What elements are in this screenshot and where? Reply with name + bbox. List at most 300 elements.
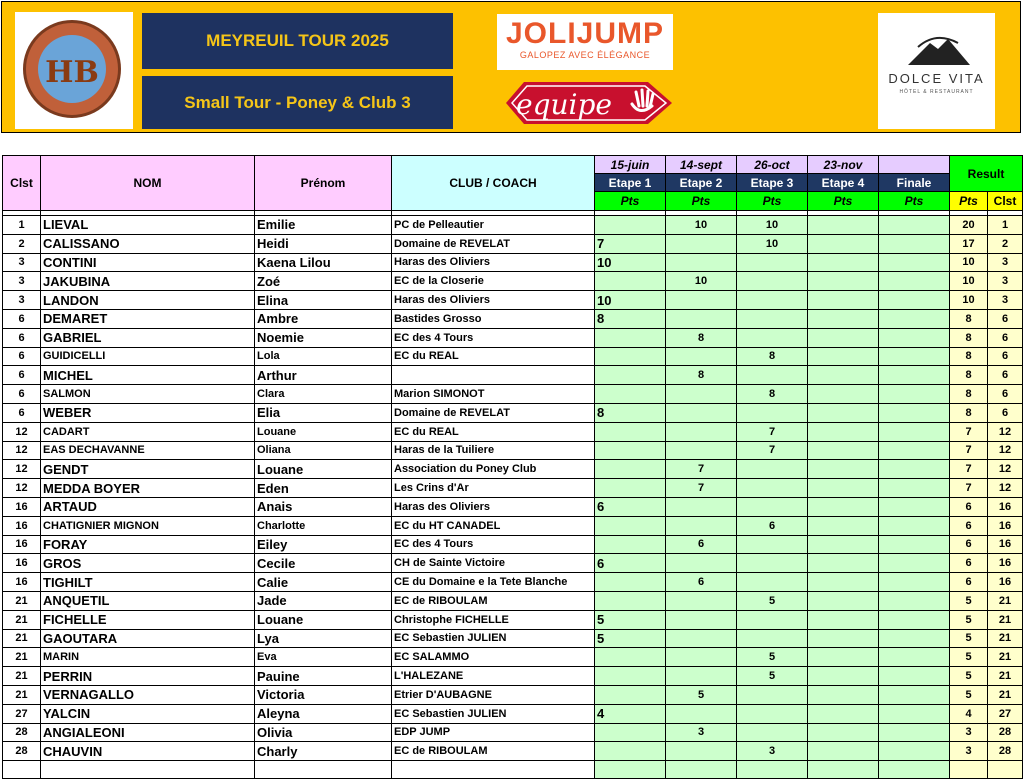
- col-header-club: CLUB / COACH: [392, 156, 595, 211]
- cell-etape-2: 6: [666, 573, 737, 592]
- cell-rank: 6: [988, 347, 1023, 366]
- cell-etape-2: [666, 648, 737, 667]
- cell-prenom: Charly: [255, 742, 392, 761]
- cell-etape-2: 5: [666, 685, 737, 704]
- cell-total-pts: 7: [950, 441, 988, 460]
- cell-clst: 28: [3, 723, 41, 742]
- cell-prenom: Noemie: [255, 328, 392, 347]
- empty-row: [3, 761, 1023, 779]
- cell-etape-2: [666, 441, 737, 460]
- cell-finale: [879, 610, 950, 629]
- sponsor-jolijump-name: JOLIJUMP: [505, 17, 665, 50]
- cell-club: [392, 366, 595, 385]
- cell-etape-1: 7: [595, 234, 666, 253]
- empty-cell: [595, 761, 666, 779]
- cell-etape-3: 5: [737, 648, 808, 667]
- cell-finale: [879, 460, 950, 479]
- cell-rank: 21: [988, 685, 1023, 704]
- cell-prenom: Zoé: [255, 272, 392, 291]
- cell-etape-1: 8: [595, 403, 666, 422]
- cell-prenom: Pauine: [255, 667, 392, 686]
- cell-club: PC de Pelleautier: [392, 216, 595, 235]
- cell-finale: [879, 723, 950, 742]
- cell-etape-3: [737, 309, 808, 328]
- table-row: [3, 554, 1023, 573]
- pts-etape-4: Pts: [808, 192, 879, 211]
- cell-prenom: Jade: [255, 591, 392, 610]
- cell-finale: [879, 328, 950, 347]
- cell-finale: [879, 497, 950, 516]
- cell-etape-1: 8: [595, 309, 666, 328]
- cell-rank: 21: [988, 591, 1023, 610]
- cell-rank: 3: [988, 253, 1023, 272]
- cell-total-pts: 17: [950, 234, 988, 253]
- cell-rank: 21: [988, 667, 1023, 686]
- cell-etape-4: [808, 648, 879, 667]
- cell-total-pts: 5: [950, 610, 988, 629]
- cell-rank: 1: [988, 216, 1023, 235]
- cell-clst: 21: [3, 610, 41, 629]
- cell-total-pts: 7: [950, 460, 988, 479]
- cell-etape-3: [737, 272, 808, 291]
- sponsor-equipe-name: equipe: [516, 88, 612, 121]
- cell-club: EC du REAL: [392, 422, 595, 441]
- cell-prenom: Elia: [255, 403, 392, 422]
- cell-nom: LIEVAL: [41, 216, 255, 235]
- cell-etape-2: [666, 554, 737, 573]
- cell-etape-2: [666, 403, 737, 422]
- cell-etape-2: [666, 385, 737, 404]
- cell-rank: 16: [988, 554, 1023, 573]
- cell-total-pts: 5: [950, 629, 988, 648]
- cell-total-pts: 3: [950, 723, 988, 742]
- cell-total-pts: 5: [950, 685, 988, 704]
- cell-rank: 28: [988, 742, 1023, 761]
- cell-etape-3: [737, 685, 808, 704]
- cell-total-pts: 8: [950, 385, 988, 404]
- cell-etape-1: 10: [595, 291, 666, 310]
- table-row: [3, 516, 1023, 535]
- cell-rank: 21: [988, 610, 1023, 629]
- cell-etape-2: [666, 422, 737, 441]
- cell-etape-2: [666, 629, 737, 648]
- cell-prenom: Charlotte: [255, 516, 392, 535]
- cell-rank: 6: [988, 385, 1023, 404]
- table-row: [3, 366, 1023, 385]
- table-row: [3, 497, 1023, 516]
- cell-rank: 21: [988, 648, 1023, 667]
- cell-rank: 12: [988, 422, 1023, 441]
- cell-club: L'HALEZANE: [392, 667, 595, 686]
- cell-etape-2: [666, 497, 737, 516]
- cell-etape-2: [666, 742, 737, 761]
- cell-etape-4: [808, 591, 879, 610]
- cell-etape-4: [808, 216, 879, 235]
- cell-nom: TIGHILT: [41, 573, 255, 592]
- cell-clst: 3: [3, 272, 41, 291]
- cell-club: Haras des Oliviers: [392, 253, 595, 272]
- cell-prenom: Emilie: [255, 216, 392, 235]
- pts-etape-2: Pts: [666, 192, 737, 211]
- cell-nom: CHATIGNIER MIGNON: [41, 516, 255, 535]
- cell-club: EC des 4 Tours: [392, 328, 595, 347]
- sponsor-dolce-vita-sub: HÔTEL & RESTAURANT: [899, 89, 974, 95]
- header-row-dates: [3, 156, 1023, 174]
- cell-nom: LANDON: [41, 291, 255, 310]
- cell-rank: 16: [988, 516, 1023, 535]
- cell-etape-3: 8: [737, 385, 808, 404]
- standings-body: [3, 211, 1023, 779]
- stage-finale: Finale: [879, 174, 950, 192]
- cell-total-pts: 6: [950, 516, 988, 535]
- table-row: [3, 742, 1023, 761]
- cell-clst: 16: [3, 535, 41, 554]
- date-etape-3: 26-oct: [737, 156, 808, 174]
- club-logo: [15, 12, 133, 129]
- cell-etape-1: [595, 479, 666, 498]
- cell-nom: DEMARET: [41, 309, 255, 328]
- sponsor-equipe-logo: [496, 80, 676, 126]
- cell-etape-1: [595, 535, 666, 554]
- cell-prenom: Anais: [255, 497, 392, 516]
- cell-rank: 28: [988, 723, 1023, 742]
- table-row: [3, 347, 1023, 366]
- cell-total-pts: 8: [950, 366, 988, 385]
- cell-club: Haras de la Tuiliere: [392, 441, 595, 460]
- cell-etape-4: [808, 291, 879, 310]
- cell-clst: 6: [3, 347, 41, 366]
- cell-etape-3: 5: [737, 591, 808, 610]
- cell-nom: ANQUETIL: [41, 591, 255, 610]
- cell-etape-4: [808, 667, 879, 686]
- cell-etape-4: [808, 441, 879, 460]
- cell-club: Christophe FICHELLE: [392, 610, 595, 629]
- cell-etape-2: [666, 610, 737, 629]
- cell-rank: 6: [988, 328, 1023, 347]
- cell-total-pts: 10: [950, 253, 988, 272]
- cell-etape-4: [808, 328, 879, 347]
- cell-etape-4: [808, 742, 879, 761]
- cell-etape-3: [737, 328, 808, 347]
- cell-etape-2: 10: [666, 272, 737, 291]
- cell-clst: 3: [3, 253, 41, 272]
- cell-clst: 1: [3, 216, 41, 235]
- cell-total-pts: 8: [950, 328, 988, 347]
- cell-etape-2: [666, 309, 737, 328]
- cell-nom: SALMON: [41, 385, 255, 404]
- cell-club: Marion SIMONOT: [392, 385, 595, 404]
- cell-club: CH de Sainte Victoire: [392, 554, 595, 573]
- cell-nom: CADART: [41, 422, 255, 441]
- cell-prenom: Lya: [255, 629, 392, 648]
- cell-etape-1: [595, 667, 666, 686]
- table-row: [3, 234, 1023, 253]
- cell-etape-3: [737, 253, 808, 272]
- pts-etape-3: Pts: [737, 192, 808, 211]
- cell-etape-2: 10: [666, 216, 737, 235]
- cell-total-pts: 10: [950, 291, 988, 310]
- cell-nom: CHAUVIN: [41, 742, 255, 761]
- stage-etape-3: Etape 3: [737, 174, 808, 192]
- result-pts-header: Pts: [950, 192, 988, 211]
- cell-etape-4: [808, 385, 879, 404]
- empty-cell: [392, 761, 595, 779]
- empty-cell: [879, 761, 950, 779]
- cell-etape-4: [808, 629, 879, 648]
- cell-nom: GUIDICELLI: [41, 347, 255, 366]
- col-header-nom: NOM: [41, 156, 255, 211]
- cell-club: Bastides Grosso: [392, 309, 595, 328]
- cell-finale: [879, 685, 950, 704]
- cell-clst: 6: [3, 328, 41, 347]
- cell-rank: 16: [988, 573, 1023, 592]
- cell-finale: [879, 291, 950, 310]
- cell-rank: 12: [988, 460, 1023, 479]
- cell-prenom: Louane: [255, 422, 392, 441]
- cell-nom: JAKUBINA: [41, 272, 255, 291]
- cell-total-pts: 5: [950, 648, 988, 667]
- cell-finale: [879, 253, 950, 272]
- cell-rank: 16: [988, 497, 1023, 516]
- cell-club: EC Sebastien JULIEN: [392, 629, 595, 648]
- cell-rank: 16: [988, 535, 1023, 554]
- cell-prenom: Olivia: [255, 723, 392, 742]
- cell-prenom: Louane: [255, 610, 392, 629]
- stage-etape-2: Etape 2: [666, 174, 737, 192]
- cell-rank: 12: [988, 441, 1023, 460]
- cell-prenom: Elina: [255, 291, 392, 310]
- cell-prenom: Victoria: [255, 685, 392, 704]
- cell-etape-1: 6: [595, 554, 666, 573]
- sponsor-jolijump-logo: [497, 14, 673, 70]
- cell-nom: FICHELLE: [41, 610, 255, 629]
- cell-total-pts: 7: [950, 479, 988, 498]
- cell-etape-3: [737, 573, 808, 592]
- cell-finale: [879, 554, 950, 573]
- cell-club: EC de la Closerie: [392, 272, 595, 291]
- mountain-icon: [878, 13, 995, 73]
- cell-etape-4: [808, 610, 879, 629]
- cell-clst: 21: [3, 685, 41, 704]
- cell-etape-3: 7: [737, 422, 808, 441]
- cell-etape-4: [808, 403, 879, 422]
- cell-nom: CONTINI: [41, 253, 255, 272]
- cell-etape-4: [808, 723, 879, 742]
- cell-nom: PERRIN: [41, 667, 255, 686]
- cell-finale: [879, 234, 950, 253]
- cell-clst: 16: [3, 554, 41, 573]
- cell-prenom: Cecile: [255, 554, 392, 573]
- empty-cell: [3, 761, 41, 779]
- cell-etape-3: 3: [737, 742, 808, 761]
- cell-etape-1: 5: [595, 629, 666, 648]
- table-row: [3, 441, 1023, 460]
- date-finale: [879, 156, 950, 174]
- cell-etape-4: [808, 309, 879, 328]
- cell-club: Les Crins d'Ar: [392, 479, 595, 498]
- standings-table: [2, 155, 1023, 779]
- cell-finale: [879, 535, 950, 554]
- cell-etape-2: 7: [666, 460, 737, 479]
- cell-clst: 21: [3, 629, 41, 648]
- cell-etape-3: 10: [737, 216, 808, 235]
- cell-club: Domaine de REVELAT: [392, 403, 595, 422]
- cell-etape-1: [595, 366, 666, 385]
- cell-prenom: Arthur: [255, 366, 392, 385]
- cell-etape-3: 6: [737, 516, 808, 535]
- cell-club: EC du REAL: [392, 347, 595, 366]
- event-subtitle: Small Tour - Poney & Club 3: [142, 76, 453, 129]
- cell-etape-1: [595, 422, 666, 441]
- cell-finale: [879, 629, 950, 648]
- cell-total-pts: 10: [950, 272, 988, 291]
- cell-finale: [879, 516, 950, 535]
- cell-finale: [879, 573, 950, 592]
- cell-clst: 21: [3, 667, 41, 686]
- cell-etape-3: [737, 497, 808, 516]
- empty-cell: [808, 761, 879, 779]
- cell-total-pts: 7: [950, 422, 988, 441]
- cell-etape-4: [808, 234, 879, 253]
- cell-rank: 6: [988, 403, 1023, 422]
- stage-etape-4: Etape 4: [808, 174, 879, 192]
- table-row: [3, 272, 1023, 291]
- empty-cell: [255, 761, 392, 779]
- table-row: [3, 385, 1023, 404]
- cell-etape-1: [595, 591, 666, 610]
- cell-clst: 16: [3, 516, 41, 535]
- cell-etape-3: [737, 554, 808, 573]
- event-title: MEYREUIL TOUR 2025: [142, 13, 453, 69]
- result-clst-header: Clst: [988, 192, 1023, 211]
- cell-finale: [879, 403, 950, 422]
- cell-clst: 3: [3, 291, 41, 310]
- logo-inner-disc: [38, 35, 106, 103]
- cell-etape-1: [595, 216, 666, 235]
- cell-etape-2: [666, 234, 737, 253]
- cell-nom: GAOUTARA: [41, 629, 255, 648]
- cell-etape-2: 8: [666, 366, 737, 385]
- cell-clst: 27: [3, 704, 41, 723]
- cell-finale: [879, 441, 950, 460]
- cell-etape-1: [595, 516, 666, 535]
- cell-finale: [879, 422, 950, 441]
- cell-etape-1: [595, 685, 666, 704]
- cell-etape-1: [595, 272, 666, 291]
- table-row: [3, 648, 1023, 667]
- cell-clst: 6: [3, 385, 41, 404]
- cell-etape-2: [666, 291, 737, 310]
- cell-etape-2: [666, 591, 737, 610]
- cell-finale: [879, 272, 950, 291]
- cell-rank: 6: [988, 366, 1023, 385]
- cell-club: Domaine de REVELAT: [392, 234, 595, 253]
- cell-rank: 21: [988, 629, 1023, 648]
- cell-finale: [879, 366, 950, 385]
- cell-etape-3: 10: [737, 234, 808, 253]
- cell-total-pts: 20: [950, 216, 988, 235]
- empty-cell: [666, 761, 737, 779]
- cell-prenom: Eden: [255, 479, 392, 498]
- cell-etape-3: [737, 460, 808, 479]
- cell-etape-1: [595, 460, 666, 479]
- cell-etape-4: [808, 554, 879, 573]
- cell-etape-4: [808, 516, 879, 535]
- cell-club: Etrier D'AUBAGNE: [392, 685, 595, 704]
- cell-nom: ANGIALEONI: [41, 723, 255, 742]
- cell-finale: [879, 216, 950, 235]
- cell-club: EC SALAMMO: [392, 648, 595, 667]
- cell-clst: 16: [3, 573, 41, 592]
- date-etape-1: 15-juin: [595, 156, 666, 174]
- table-row: [3, 667, 1023, 686]
- cell-etape-3: [737, 403, 808, 422]
- cell-etape-4: [808, 272, 879, 291]
- sponsor-dolce-vita-name: DOLCE VITA: [888, 71, 985, 86]
- cell-nom: WEBER: [41, 403, 255, 422]
- cell-club: Haras des Oliviers: [392, 497, 595, 516]
- cell-etape-4: [808, 479, 879, 498]
- cell-etape-2: 6: [666, 535, 737, 554]
- header-banner: [1, 1, 1021, 133]
- cell-nom: GABRIEL: [41, 328, 255, 347]
- table-row: [3, 216, 1023, 235]
- table-row: [3, 685, 1023, 704]
- cell-etape-4: [808, 535, 879, 554]
- cell-finale: [879, 479, 950, 498]
- table-row: [3, 309, 1023, 328]
- date-etape-2: 14-sept: [666, 156, 737, 174]
- cell-etape-2: [666, 516, 737, 535]
- cell-rank: 3: [988, 291, 1023, 310]
- cell-etape-4: [808, 366, 879, 385]
- cell-etape-3: [737, 366, 808, 385]
- cell-rank: 2: [988, 234, 1023, 253]
- cell-etape-4: [808, 422, 879, 441]
- table-row: [3, 610, 1023, 629]
- col-header-prenom: Prénom: [255, 156, 392, 211]
- cell-etape-3: 5: [737, 667, 808, 686]
- cell-prenom: Ambre: [255, 309, 392, 328]
- cell-etape-3: 8: [737, 347, 808, 366]
- cell-total-pts: 3: [950, 742, 988, 761]
- cell-etape-1: [595, 347, 666, 366]
- cell-clst: 6: [3, 403, 41, 422]
- cell-finale: [879, 704, 950, 723]
- empty-cell: [988, 761, 1023, 779]
- cell-club: EC des 4 Tours: [392, 535, 595, 554]
- cell-etape-1: 5: [595, 610, 666, 629]
- cell-etape-1: [595, 441, 666, 460]
- cell-finale: [879, 385, 950, 404]
- cell-finale: [879, 648, 950, 667]
- cell-nom: MEDDA BOYER: [41, 479, 255, 498]
- stage-etape-1: Etape 1: [595, 174, 666, 192]
- cell-total-pts: 6: [950, 554, 988, 573]
- date-etape-4: 23-nov: [808, 156, 879, 174]
- cell-prenom: Louane: [255, 460, 392, 479]
- cell-club: Association du Poney Club: [392, 460, 595, 479]
- cell-etape-2: 8: [666, 328, 737, 347]
- cell-total-pts: 6: [950, 497, 988, 516]
- cell-prenom: Clara: [255, 385, 392, 404]
- cell-prenom: Lola: [255, 347, 392, 366]
- cell-etape-2: 7: [666, 479, 737, 498]
- cell-finale: [879, 591, 950, 610]
- cell-etape-1: [595, 385, 666, 404]
- cell-nom: YALCIN: [41, 704, 255, 723]
- cell-etape-4: [808, 253, 879, 272]
